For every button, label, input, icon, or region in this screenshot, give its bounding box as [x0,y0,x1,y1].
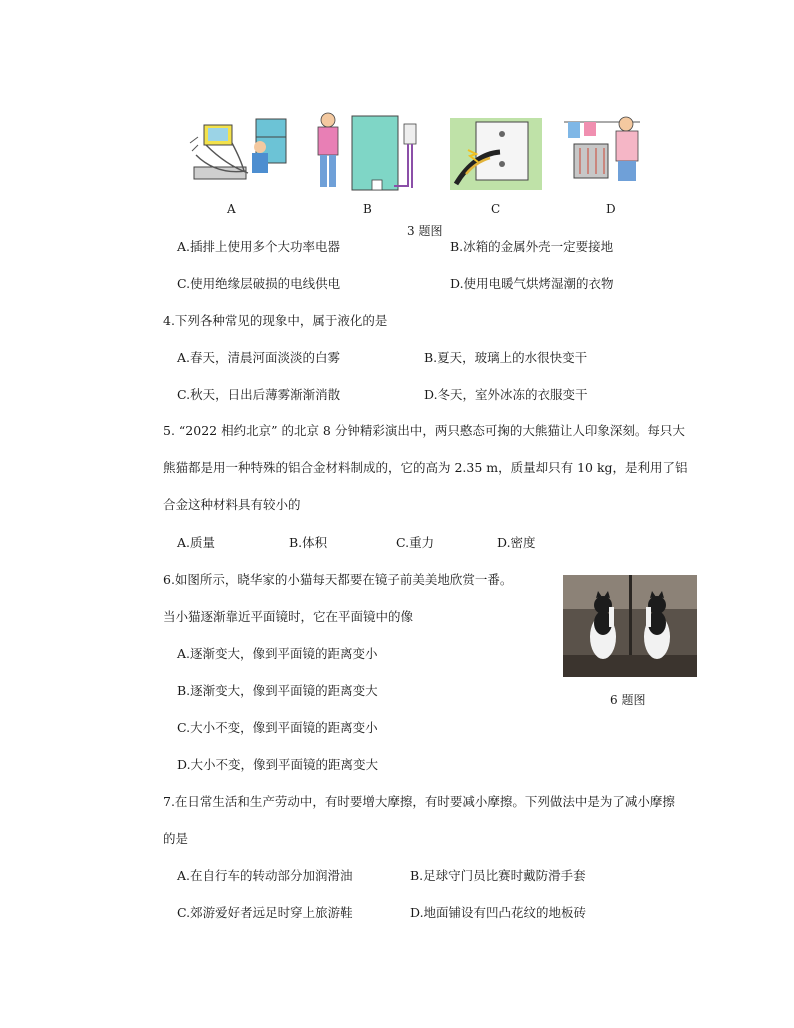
q6-option-c: C.大小不变，像到平面镜的距离变小 [177,720,378,735]
q3-figure-label-c: C [491,202,501,216]
q3-figure-label-b: B [363,202,372,216]
q6-stem-line-2: 当小猫逐渐靠近平面镜时，它在平面镜中的像 [163,609,414,624]
q3-figure-label-a: A [227,202,236,216]
q6-option-d: D.大小不变，像到平面镜的距离变大 [177,757,379,772]
q3-figure-caption: 3 题图 [407,224,443,238]
q4-stem: 4.下列各种常见的现象中，属于液化的是 [163,313,388,328]
q5-option-c: C.重力 [396,535,435,550]
q5-stem-line-1: 5. “2022 相约北京” 的北京 8 分钟精彩演出中，两只憨态可掬的大熊猫让人印象深刻。每只大 [163,423,685,438]
q7-stem-line-1: 7.在日常生活和生产劳动中，有时要增大摩擦，有时要减小摩擦。下列做法中是为了减小摩擦 [163,794,675,809]
q3-figure-b-fridge-grounding-illustration [308,110,428,196]
q4-option-d: D.冬天，室外冰冻的衣服变干 [424,387,588,402]
q3-option-c: C.使用绝缘层破损的电线供电 [177,276,341,291]
q3-option-a: A.插排上使用多个大功率电器 [177,239,341,254]
q7-option-a: A.在自行车的转动部分加润滑油 [177,868,353,883]
q6-figure-caption: 6 题图 [610,693,646,707]
q3-figure-a-power-strip-illustration [186,115,296,195]
q5-option-d: D.密度 [497,535,536,550]
q7-option-d: D.地面铺设有凹凸花纹的地板砖 [410,905,587,920]
q5-stem-line-2: 熊猫都是用一种特殊的铝合金材料制成的，它的高为 2.35 m，质量却只有 10 kg，是利用了铝 [163,460,688,475]
q3-figure-c-damaged-wire-illustration [446,114,546,194]
q6-cat-mirror-photo [563,575,697,677]
q4-option-c: C.秋天，日出后薄雾渐渐消散 [177,387,341,402]
q3-figure-d-heater-drying-clothes-illustration [560,110,656,194]
q7-option-c: C.郊游爱好者远足时穿上旅游鞋 [177,905,353,920]
q4-option-b: B.夏天，玻璃上的水很快变干 [424,350,588,365]
q3-option-d: D.使用电暖气烘烤湿潮的衣物 [450,276,614,291]
q3-figure-label-d: D [606,202,616,216]
q7-stem-line-2: 的是 [163,831,189,846]
q5-option-b: B.体积 [289,535,328,550]
q3-option-b: B.冰箱的金属外壳一定要接地 [450,239,614,254]
q7-option-b: B.足球守门员比赛时戴防滑手套 [410,868,586,883]
q5-option-a: A.质量 [177,535,216,550]
q4-option-a: A.春天，清晨河面淡淡的白雾 [177,350,341,365]
cat-mirror-drawing [563,575,697,677]
q6-option-a: A.逐渐变大，像到平面镜的距离变小 [177,646,378,661]
q5-stem-line-3: 合金这种材料具有较小的 [163,497,301,512]
q6-stem-line-1: 6.如图所示，晓华家的小猫每天都要在镜子前美美地欣赏一番。 [163,572,513,587]
q6-option-b: B.逐渐变大，像到平面镜的距离变大 [177,683,378,698]
